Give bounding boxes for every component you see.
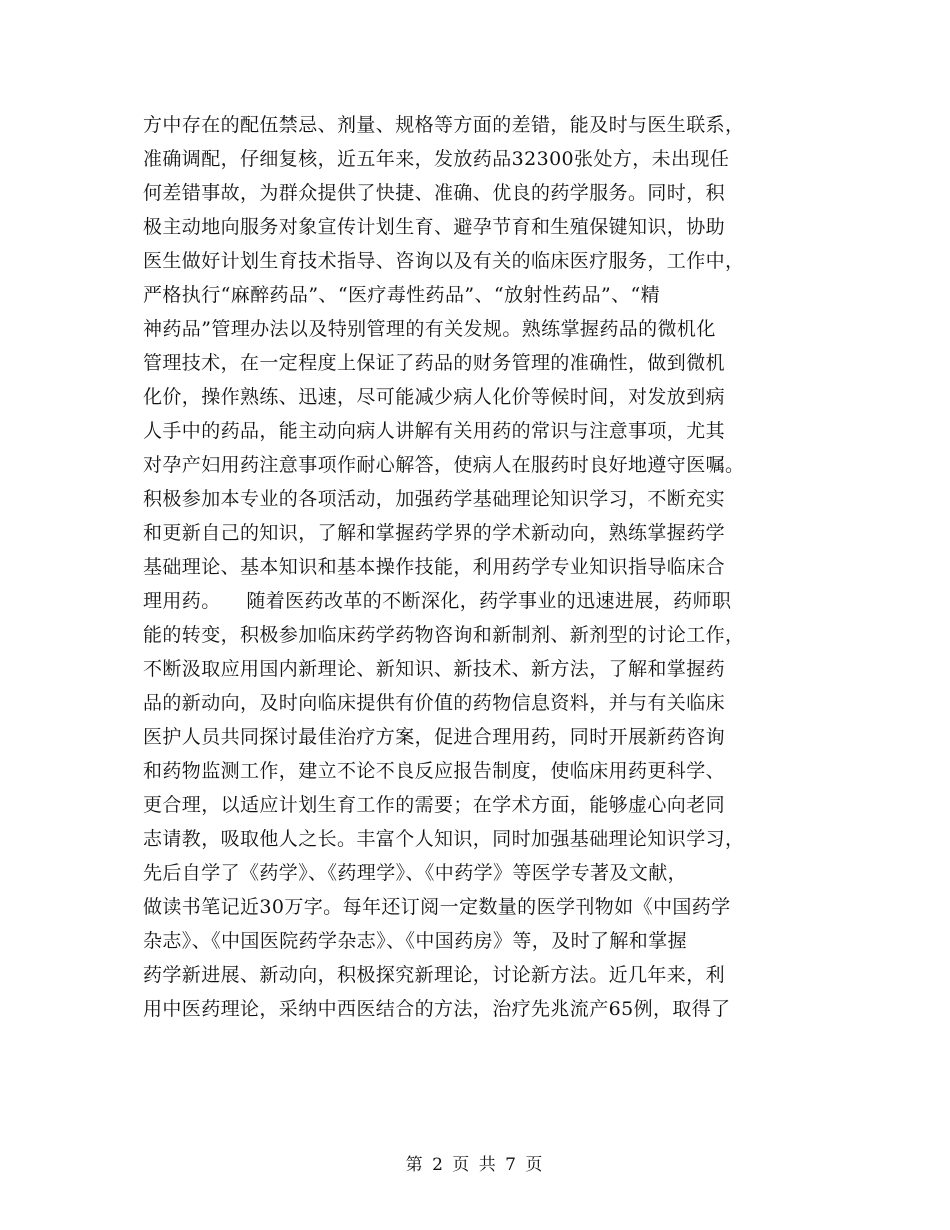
text-line: 方中存在的配伍禁忌、剂量、规格等方面的差错，能及时与医生联系， <box>143 114 745 136</box>
text-line: 志请教，吸取他人之长。丰富个人知识，同时加强基础理论知识学习， <box>143 828 745 850</box>
text-line: 管理技术，在一定程度上保证了药品的财务管理的准确性，做到微机 <box>143 352 726 374</box>
text-line: 理用药。 随着医药改革的不断深化，药学事业的迅速进展，药师职 <box>143 590 732 612</box>
text-line: 先后自学了《药学》、《药理学》、《中药学》等医学专著及文献， <box>143 862 688 884</box>
text-line: 药学新进展、新动向，积极探究新理论，讨论新方法。近几年来，利 <box>143 964 726 986</box>
text-line: 化价，操作熟练、迅速，尽可能减少病人化价等候时间，对发放到病 <box>143 386 726 408</box>
text-line: 医护人员共同探讨最佳治疗方案，促进合理用药，同时开展新药咨询 <box>143 726 726 748</box>
text-line: 做读书笔记近30万字。每年还订阅一定数量的医学刊物如《中国药学 <box>143 896 731 918</box>
text-line: 准确调配，仔细复核，近五年来，发放药品32300张处方，未出现任 <box>143 148 730 170</box>
text-line: 严格执行“麻醉药品”、“医疗毒性药品”、“放射性药品”、“精 <box>143 284 660 306</box>
page-number-footer: 第 2 页 共 7 页 <box>405 1155 545 1175</box>
text-line: 神药品”管理办法以及特别管理的有关发规。熟练掌握药品的微机化 <box>143 318 716 340</box>
text-line: 不断汲取应用国内新理论、新知识、新技术、新方法，了解和掌握药 <box>143 658 726 680</box>
text-line: 用中医药理论，采纳中西医结合的方法，治疗先兆流产65例，取得了 <box>143 998 731 1020</box>
text-line: 积极参加本专业的各项活动，加强药学基础理论知识学习，不断充实 <box>143 488 726 510</box>
text-line: 何差错事故，为群众提供了快捷、准确、优良的药学服务。同时，积 <box>143 182 726 204</box>
body-text <box>143 108 813 1026</box>
text-line: 杂志》、《中国医院药学杂志》、《中国药房》等，及时了解和掌握 <box>143 930 688 952</box>
text-line: 医生做好计划生育技术指导、咨询以及有关的临床医疗服务，工作中， <box>143 250 745 272</box>
text-line: 对孕产妇用药注意事项作耐心解答，使病人在服药时良好地遵守医嘱。 <box>143 454 745 476</box>
text-line: 和药物监测工作，建立不论不良反应报告制度，使临床用药更科学、 <box>143 760 726 782</box>
text-line: 极主动地向服务对象宣传计划生育、避孕节育和生殖保键知识，协助 <box>143 216 726 238</box>
text-line: 更合理，以适应计划生育工作的需要；在学术方面，能够虚心向老同 <box>143 794 726 816</box>
text-line: 能的转变，积极参加临床药学药物咨询和新制剂、新剂型的讨论工作， <box>143 624 745 646</box>
text-line: 和更新自己的知识，了解和掌握药学界的学术新动向，熟练掌握药学 <box>143 522 726 544</box>
text-line: 基础理论、基本知识和基本操作技能，利用药学专业知识指导临床合 <box>143 556 726 578</box>
text-line: 人手中的药品，能主动向病人讲解有关用药的常识与注意事项，尤其 <box>143 420 726 442</box>
text-line: 品的新动向，及时向临床提供有价值的药物信息资料，并与有关临床 <box>143 692 726 714</box>
